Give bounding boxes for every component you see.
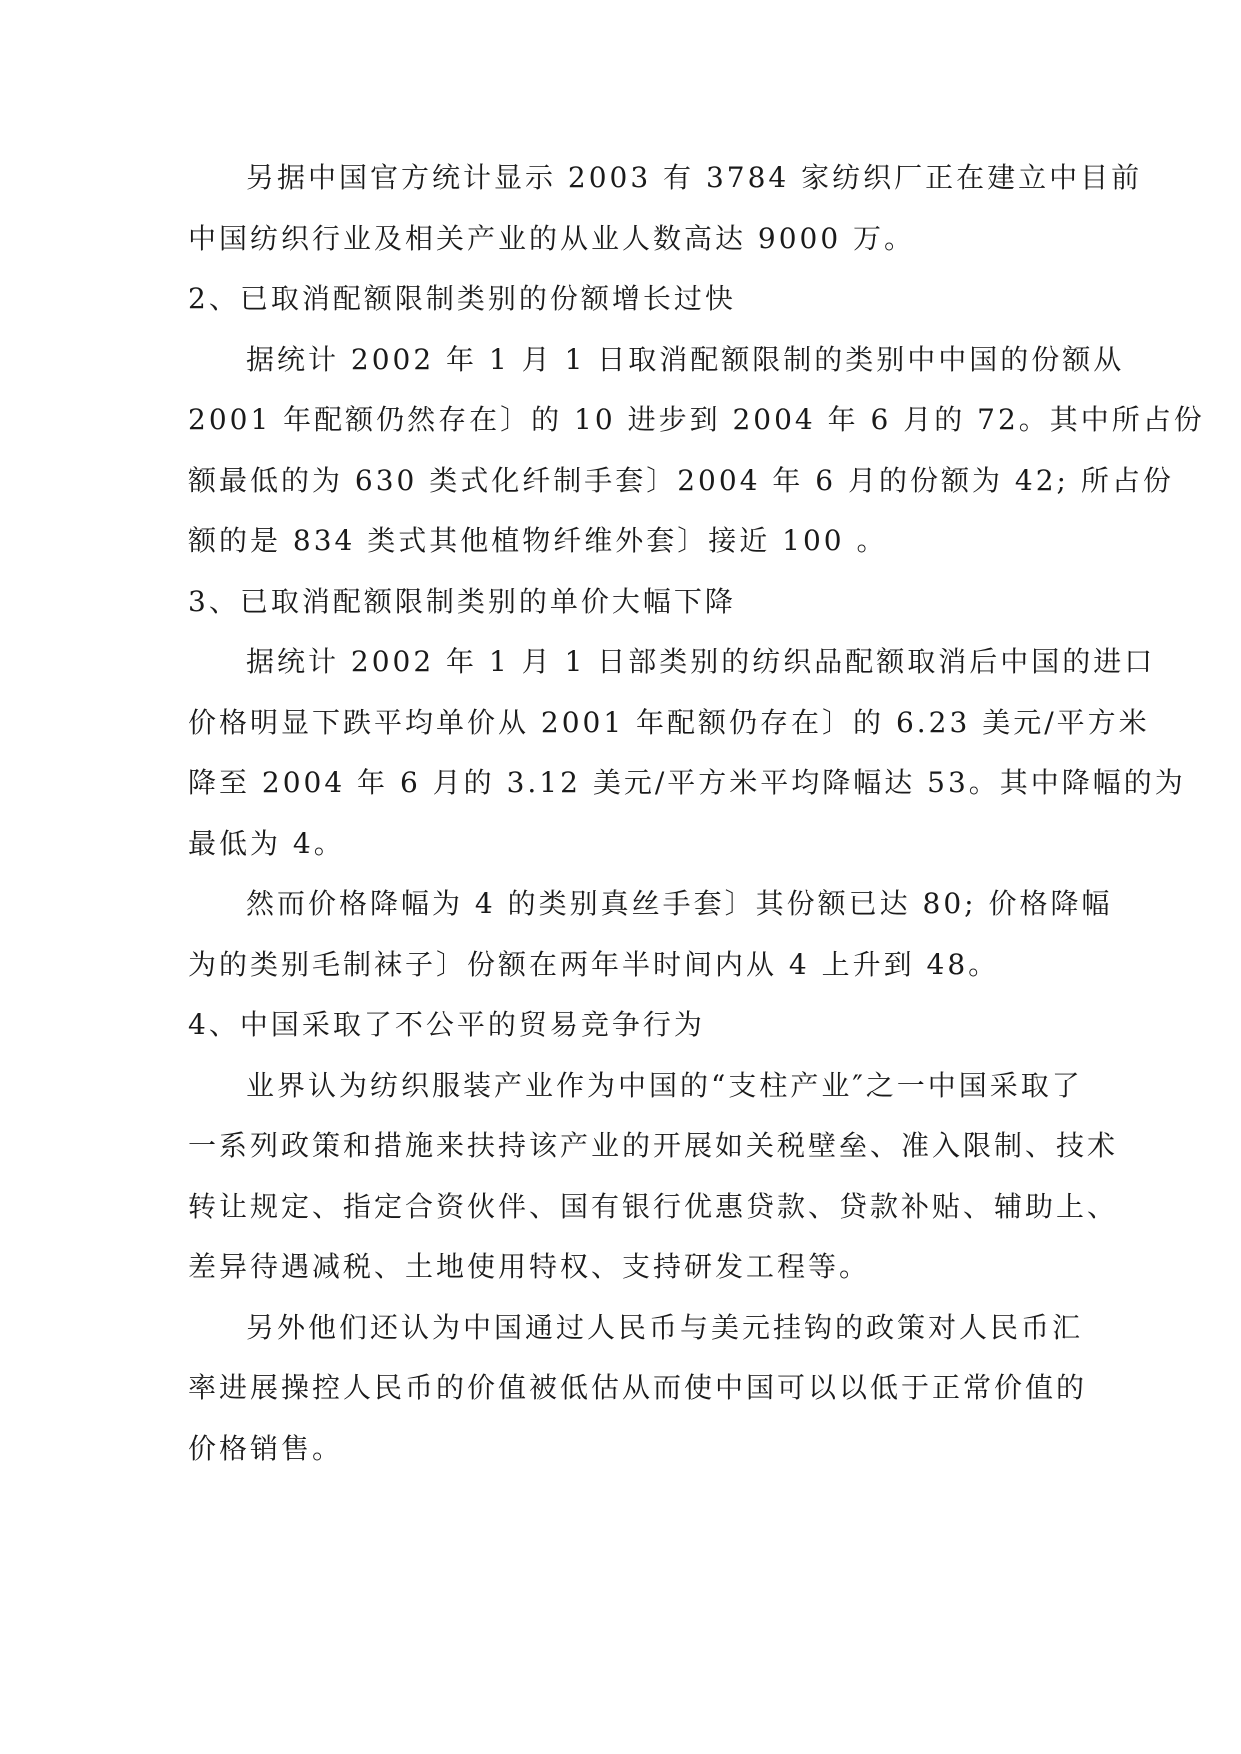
document-body	[188, 148, 1205, 1479]
paragraph-line: 据统计 2002 年 1 月 1 日取消配额限制的类别中中国的份额从	[246, 342, 1125, 376]
paragraph-line: 最低为 4。	[188, 826, 345, 860]
paragraph-line: 率进展操控人民币的价值被低估从而使中国可以以低于正常价值的	[188, 1371, 1088, 1404]
paragraph-line: 额的是 834 类式其他植物纤维外套〕接近 100 。	[188, 524, 888, 557]
paragraph-line: 据统计 2002 年 1 月 1 日部类别的纺织品配额取消后中国的进口	[246, 645, 1156, 678]
paragraph-line: 另外他们还认为中国通过人民币与美元挂钩的政策对人民币汇	[246, 1310, 1084, 1344]
paragraph-line: 中国纺织行业及相关产业的从业人数高达 9000 万。	[188, 221, 916, 255]
paragraph-line: 然而价格降幅为 4 的类别真丝手套〕其份额已达 80; 价格降幅	[246, 887, 1113, 920]
paragraph-line: 2001 年配额仍然存在〕的 10 进步到 2004 年 6 月的 72。其中所占份	[188, 403, 1205, 436]
paragraph-line: 价格明显下跌平均单价从 2001 年配额仍存在〕的 6.23 美元/平方米	[188, 705, 1150, 739]
paragraph-line: 业界认为纺织服装产业作为中国的“支柱产业″之一中国采取了	[246, 1068, 1083, 1102]
paragraph-line: 为的类别毛制袜子〕份额在两年半时间内从 4 上升到 48。	[188, 947, 1000, 981]
section-heading: 2、已取消配额限制类别的份额增长过快	[188, 282, 736, 315]
paragraph-line: 一系列政策和措施来扶持该产业的开展如关税壁垒、准入限制、技术	[188, 1129, 1119, 1162]
paragraph-line: 降至 2004 年 6 月的 3.12 美元/平方米平均降幅达 53。其中降幅的为	[188, 766, 1186, 799]
section-heading: 3、已取消配额限制类别的单价大幅下降	[188, 584, 736, 618]
paragraph-line: 差异待遇减税、土地使用特权、支持研发工程等。	[188, 1250, 871, 1283]
section-heading: 4、中国采取了不公平的贸易竞争行为	[188, 1008, 705, 1041]
paragraph-line: 转让规定、指定合资伙伴、国有银行优惠贷款、贷款补贴、辅助上、	[188, 1189, 1119, 1223]
paragraph-line: 额最低的为 630 类式化纤制手套〕2004 年 6 月的份额为 42; 所占份	[188, 463, 1174, 497]
paragraph-line: 价格销售。	[188, 1431, 344, 1465]
paragraph-line: 另据中国官方统计显示 2003 有 3784 家纺织厂正在建立中目前	[246, 161, 1143, 194]
